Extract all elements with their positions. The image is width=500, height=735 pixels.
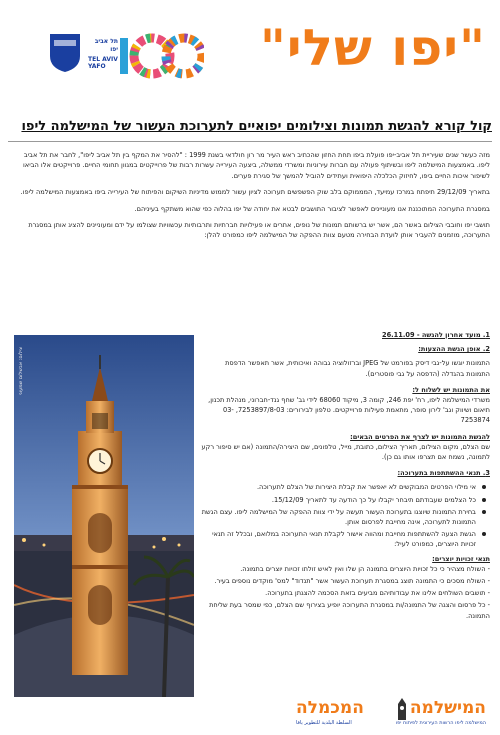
hamishlama-logo-text: המישלמה <box>409 698 486 718</box>
hamishlama-logo-sub: המישלמה ליפו הרשות העירונית לפיתוח יפו <box>395 720 486 726</box>
details-text: שם הצלם, מקום הצילום, תאריך הצילום, כתובת, מייל, טלפונים, שם היצירה/התמונה (אם יש סיפור רקע לתמונה, נשמח אם תצרפו אותו גם כן). <box>201 442 490 462</box>
tel-aviv-100-logo <box>44 30 204 80</box>
heading-divider <box>8 141 492 142</box>
details-label: להגשת התמונות יש לצרף את הפרטים הבאים: <box>350 432 490 441</box>
list-item: בחירת התמונות שיוצגו בתערוכת העשור תעשה על ידי צוות ההפקה של המישלמה ליפו. עצם הגשת התמונות לתערוכה, אינה מחייבת לפרסום אותן. <box>201 507 476 527</box>
logo-city-en: TEL AVIV YAFO <box>88 56 118 70</box>
page-title: "יפו שלי" <box>259 19 486 77</box>
intro-paragraph: תושבי יפו וחובבי הצילום באשר הם, אשר יש ברשותם תמונות של נופים, אתרים או פעילויות חברתיות ותרבותיות עכשוויות שצולמו על ידם ומעוניינים להציג אותן במסגרת התערוכה, מוזמנים להעביר אותן לועדת הבחירה מטעם צוות ההפקה של המישלמה ליפו כמפורט להלן: <box>28 221 490 240</box>
address-label: את התמונות יש לשלוח ל: <box>412 385 490 394</box>
deadline-label: 1. מועד אחרון להגשה - 26.11.09 <box>382 331 490 339</box>
address-text: משרדי המישלמה ליפו, רח' יפת 246, קומה 3, מיקוד 68060 לידי גב' שחף גנד-חברוני, מנהלת תכנון, תיאום ושיווק וגב' לירון סופר, מתאמת פעילות פרוייקטים. טלפון לבירורים: 7253897/8-03, 03-7253874 <box>208 396 490 425</box>
hundred-years-icon <box>118 30 204 82</box>
intro-text <box>12 150 490 247</box>
rights-item: - כל פרסום והצגה של התמונה/ות במסגרת התערוכה יופיע בצירוף שם הצלם, כפי שמסר בעת שליחת התמונה. <box>209 601 490 620</box>
list-item: כל הצלמים שעבודתם תיבחר יקבלו על כך הודעה עד לתאריך 15/12/09. <box>200 495 476 505</box>
rights-item: - השולח מסכים כי התמונה תוצג במסגרת תערוכת העשור אשר "תנדוד" למס' מוקדים נוספים בעיר. <box>214 577 490 586</box>
section2-text: התמונות יוגשו על-גבי דיסק בפורמט של JPEG וברזולוציה גבוהה ואיכותית, אשר תאפשר הדפסת התמונות בהגדלה (הדפסה על גבי פוסטרים). <box>225 359 490 378</box>
section3-title: 3. תנאי ההשתתפות בתערוכה: <box>397 469 490 478</box>
intro-paragraph: בתאריך 29/12/09 תיפתח במרכז עמיעד, המממוקם בלב שוק הפשפשים תערוכה לציון עשור לממוש מדיניות השיקום והפיתוח של העירייה ביפו באמצעות המישלמה ליפו. <box>20 188 490 197</box>
footer-logos <box>0 698 500 735</box>
mikmala-logo-text: המכמלה <box>296 698 364 718</box>
intro-paragraph: במסגרת התערוכה המתוכננת אנו מעוניינים לאפשר לציבור התושבים לבטא את יחודה של יפו בהלוה כפי שהוא משתקף בעיניהם. <box>134 204 490 213</box>
conditions-list <box>200 482 490 549</box>
list-item: הגשת הצעה להשתתפות מחייבת ומהווה אישור לקבלת תנאי התערוכה במלואם, ובכלל זה תנאי זכויות היוצרים, כמפורט לעיל: <box>200 529 476 549</box>
list-item: אי מילוי הפרטים המבוקשים לא יאפשר את קבלת היצירות של הצלם לתערוכה. <box>200 482 476 492</box>
mikmala-logo-sub: السلطة البلدية للتطوير يافا <box>296 720 352 726</box>
section2-title: 2. אופן הגשת ההצעות: <box>418 345 490 354</box>
intro-paragraph: מזה כעשר שנים שעיריית תל אביב-יפו פועלת ביפו תחת החזון שהכתיב ראש העיר מר רון חולדאי בשנת 1999 : "להסיר את המקף בין תל אביב ליפו", לחבר את תל אביב ליפו. באמצעות המישלמה ליפו ובשיתוף פעולה עם חברות עירוניות ומשרדי ממשלה, ביצעה העירייה עשרות רבות של פרוייקטים במגוון תחומי החיים. פרוייקטים אלו הביאו לשיפור איכות החיים ביפו, לחיזוק הכלכלה היפואית ועתידים להוביל להמשך של סגירת פערים. <box>23 151 490 180</box>
jaffa-clock-tower-photo <box>14 335 194 697</box>
clock-tower-icon <box>394 698 410 720</box>
clock-tower-illustration <box>14 335 194 697</box>
header <box>0 0 500 108</box>
city-emblem-icon <box>44 30 86 74</box>
submission-details <box>200 330 490 623</box>
rights-item: - תושבים השולחים אלינו את עבודותיהם מביעים בזאת הסכמה להצגתן בתערוכה. <box>265 589 490 598</box>
call-heading: קול קורא להגשת תמונות וצילומים יפואיים לתערוכת העשור של המישלמה ליפו <box>21 119 492 134</box>
rights-item: - השולח מצהיר כי כל זכויות היוצרים בתמונה הן שלו ואין לאיש זולתו זכויות יוצרים בתמונה. <box>240 564 490 573</box>
rights-title: תנאי זכויות יוצרים: <box>432 554 490 563</box>
photo-credit: צילום: אבשלום שמעוני <box>18 347 24 396</box>
logo-city-he: תל אביב יפו <box>94 38 118 53</box>
